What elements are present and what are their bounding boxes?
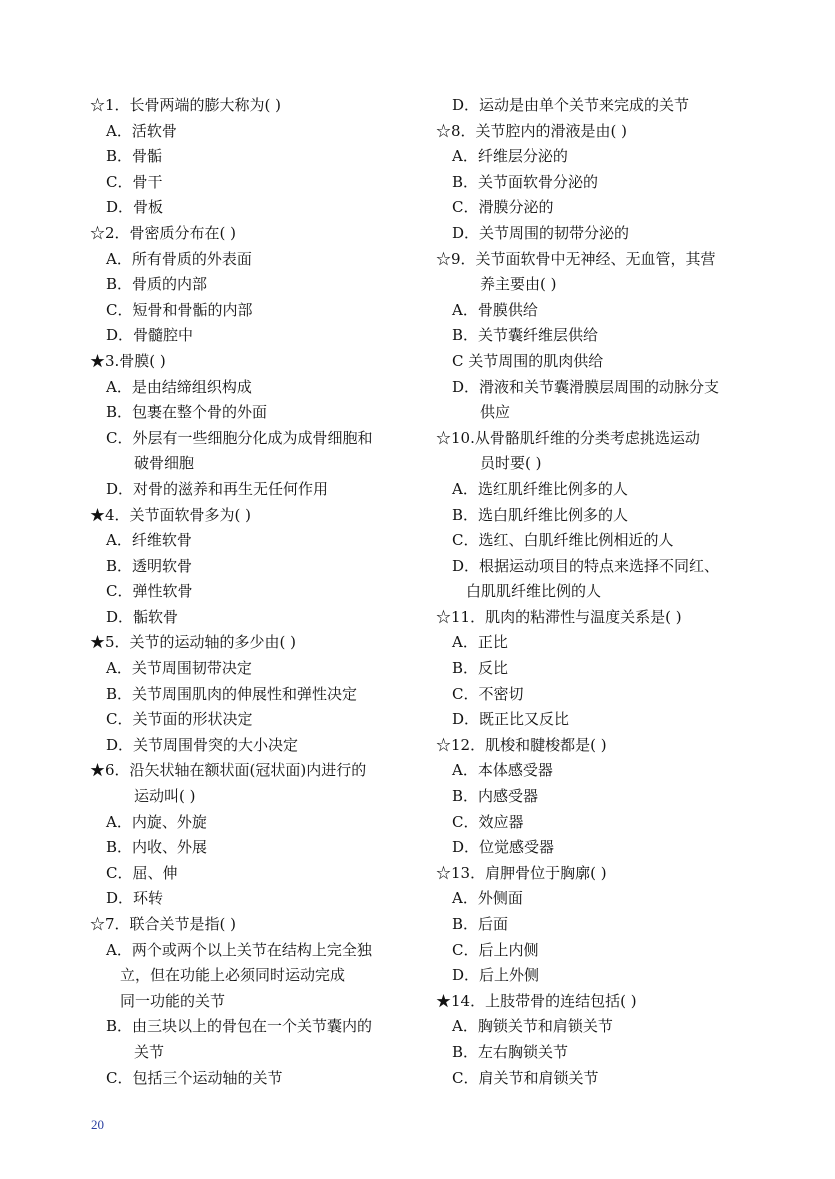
option-line: B．内收、外展 <box>106 838 208 857</box>
question-line: ☆12．肌梭和腱梭都是( ) <box>436 735 607 754</box>
option-line: B．反比 <box>452 659 509 678</box>
option-line: A．胸锁关节和肩锁关节 <box>452 1017 613 1036</box>
option-line: A．内旋、外旋 <box>106 812 207 831</box>
option-line: D．位觉感受器 <box>452 838 555 857</box>
option-line: D．后上外侧 <box>452 966 540 985</box>
option-line: C．后上内侧 <box>452 940 539 959</box>
option-line: C．滑膜分泌的 <box>452 198 554 217</box>
continuation-line: 破骨细胞 <box>134 454 195 473</box>
question-line: ☆13．肩胛骨位于胸廓( ) <box>436 863 607 882</box>
option-line: D．运动是由单个关节来完成的关节 <box>452 96 690 114</box>
option-line: A．骨膜供给 <box>452 300 538 319</box>
continuation-line: 关节 <box>134 1042 165 1061</box>
option-line: C．外层有一些细胞分化成为成骨细胞和 <box>106 428 373 447</box>
option-line: B．关节囊纤维层供给 <box>452 326 599 345</box>
option-line: D．对骨的滋养和再生无任何作用 <box>106 479 329 498</box>
option-line: B．包裹在整个骨的外面 <box>106 403 268 422</box>
option-line: C．效应器 <box>452 812 524 831</box>
option-line: A．纤维软骨 <box>106 531 192 550</box>
option-line: B．后面 <box>452 915 509 933</box>
option-line: B．骨骺 <box>106 147 163 166</box>
option-line: A．所有骨质的外表面 <box>106 249 252 268</box>
option-line: A．本体感受器 <box>452 761 553 780</box>
option-line: B．由三块以上的骨包在一个关节囊内的 <box>106 1017 373 1036</box>
continuation-line: 运动叫( ) <box>134 787 196 806</box>
question-line: ☆1．长骨两端的膨大称为( ) <box>90 96 282 114</box>
option-line: C．短骨和骨骺的内部 <box>106 300 253 319</box>
continuation-line: 立，但在功能上必须同时运动完成 <box>120 966 346 985</box>
question-line: ☆10.从骨骼肌纤维的分类考虑挑选运动 <box>436 428 700 447</box>
question-line: ★5．关节的运动轴的多少由( ) <box>90 633 297 652</box>
question-line: ☆9．关节面软骨中无神经、无血管，其营 <box>436 249 716 268</box>
option-line: D．骨髓腔中 <box>106 326 194 345</box>
option-line: C．屈、伸 <box>106 863 178 882</box>
option-line: C．弹性软骨 <box>106 582 193 601</box>
option-line: C．肩关节和肩锁关节 <box>452 1068 599 1087</box>
question-line: ☆2．骨密质分布在( ) <box>90 223 237 242</box>
option-line: C．不密切 <box>452 684 524 703</box>
option-line: B．关节周围肌肉的伸展性和弹性决定 <box>106 684 358 703</box>
option-line: B．骨质的内部 <box>106 275 208 294</box>
option-line: C．选红、白肌纤维比例相近的人 <box>452 531 674 550</box>
continuation-line: 供应 <box>480 403 511 422</box>
right-column <box>436 93 766 1091</box>
option-line: C 关节周围的肌肉供给 <box>452 351 604 370</box>
option-line: D．关节周围骨突的大小决定 <box>106 735 299 754</box>
question-line: ☆8．关节腔内的滑液是由( ) <box>436 121 628 140</box>
option-line: A．活软骨 <box>106 121 177 140</box>
left-column <box>90 93 425 1091</box>
option-line: B．关节面软骨分泌的 <box>452 172 599 191</box>
question-line: ★3.骨膜( ) <box>90 351 166 370</box>
option-line: A．纤维层分泌的 <box>452 147 568 166</box>
question-line: ★4．关节面软骨多为( ) <box>90 505 252 524</box>
option-line: B．透明软骨 <box>106 556 193 575</box>
option-line: C．包括三个运动轴的关节 <box>106 1068 283 1087</box>
option-line: D．根据运动项目的特点来选择不同红、 <box>452 556 720 575</box>
option-line: D．滑液和关节囊滑膜层周围的动脉分支 <box>452 377 720 396</box>
continuation-line: 养主要由( ) <box>480 275 557 294</box>
question-line: ☆7．联合关节是指( ) <box>90 915 237 933</box>
option-line: D．骺软骨 <box>106 607 179 626</box>
option-line: A．是由结缔组织构成 <box>106 377 252 396</box>
continuation-line: 员时要( ) <box>480 454 542 473</box>
option-line: D．环转 <box>106 889 164 908</box>
option-line: A．关节周围韧带决定 <box>106 659 252 678</box>
option-line: B．内感受器 <box>452 787 539 806</box>
option-line: A．正比 <box>452 633 508 652</box>
option-line: B．选白肌纤维比例多的人 <box>452 505 629 524</box>
page-number: 20 <box>91 1117 104 1132</box>
question-line: ★14．上肢带骨的连结包括( ) <box>436 991 637 1010</box>
question-line: ★6．沿矢状轴在额状面(冠状面)内进行的 <box>90 761 367 780</box>
option-line: D．关节周围的韧带分泌的 <box>452 223 630 242</box>
option-line: C．关节面的形状决定 <box>106 710 253 729</box>
option-line: A．两个或两个以上关节在结构上完全独 <box>106 940 372 959</box>
option-line: A．选红肌纤维比例多的人 <box>452 479 628 498</box>
option-line: D．既正比又反比 <box>452 710 570 729</box>
option-line: B．左右胸锁关节 <box>452 1042 569 1061</box>
option-line: D．骨板 <box>106 198 164 217</box>
continuation-line: 同一功能的关节 <box>120 991 226 1010</box>
question-line: ☆11．肌肉的粘滞性与温度关系是( ) <box>436 607 682 626</box>
continuation-line: 白肌肌纤维比例的人 <box>466 582 602 601</box>
option-line: C．骨干 <box>106 172 163 191</box>
option-line: A．外侧面 <box>452 889 523 908</box>
